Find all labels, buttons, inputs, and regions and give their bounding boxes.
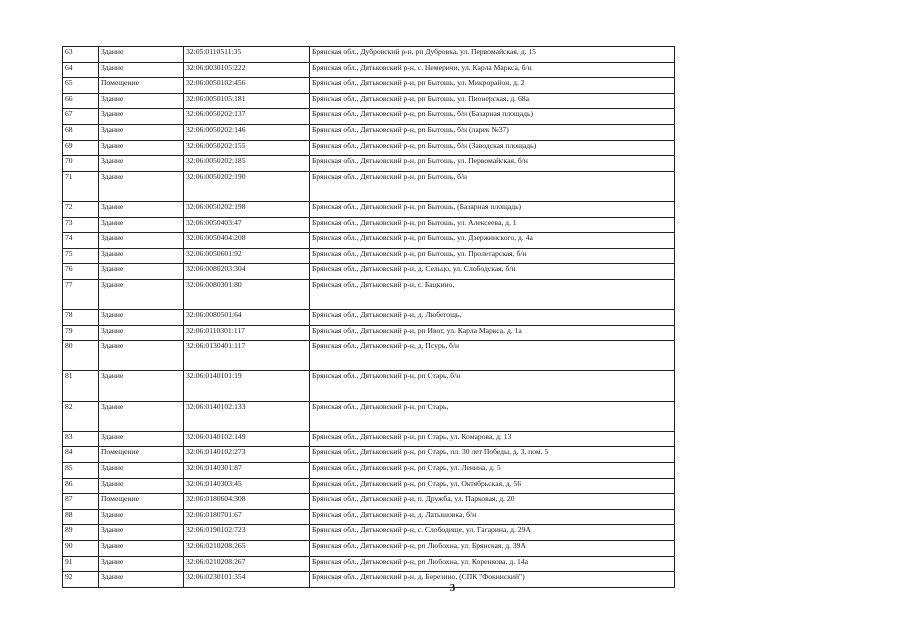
table-row: [63, 264, 675, 280]
row-number-cell: 73: [63, 217, 99, 233]
row-number-cell: 89: [63, 525, 99, 541]
address-cell: Брянская обл., Дятьковский р-н, д. Березино, (СПК "Фокинский"): [310, 572, 675, 588]
cadastral-number-cell: 32:06:0230101:354: [184, 572, 310, 588]
row-number-cell: 88: [63, 509, 99, 525]
object-type-cell: Здание: [99, 371, 184, 401]
object-type-cell: Здание: [99, 279, 184, 309]
object-type-cell: Здание: [99, 171, 184, 201]
table-row: [63, 494, 675, 510]
object-type-cell: Здание: [99, 401, 184, 431]
object-type-cell: Здание: [99, 431, 184, 447]
address-cell: Брянская обл., Дятьковский р-н, рп Бытошь, б/н: [310, 171, 675, 201]
table-row: [63, 341, 675, 371]
cadastral-number-cell: 32:06:0080301:80: [184, 279, 310, 309]
row-number-cell: 90: [63, 541, 99, 557]
address-cell: Брянская обл., Дятьковский р-н, рп Старь, пл. 30 лет Победы, д. 3, пом. 5: [310, 447, 675, 463]
table-row: [63, 478, 675, 494]
address-cell: Брянская обл., Дятьковский р-н, с. Бацкино,: [310, 279, 675, 309]
address-cell: Брянская обл., Дятьковский р-н, рп Бытошь, ул. Микрорайон, д. 2: [310, 78, 675, 94]
address-cell: Брянская обл., Дятьковский р-н, рп Любохна, ул. Коренкова, д. 14а: [310, 556, 675, 572]
cadastral-number-cell: 32:06:0140102:273: [184, 447, 310, 463]
table-row: [63, 47, 675, 63]
cadastral-number-cell: 32:06:0140101:19: [184, 371, 310, 401]
table-row: [63, 431, 675, 447]
address-cell: Брянская обл., Дятьковский р-н, рп Старь, ул. Комарова, д. 13: [310, 431, 675, 447]
row-number-cell: 76: [63, 264, 99, 280]
object-type-cell: Здание: [99, 463, 184, 479]
table-row: [63, 401, 675, 431]
cadastral-number-cell: 32:06:0140102:133: [184, 401, 310, 431]
object-type-cell: Здание: [99, 509, 184, 525]
cadastral-number-cell: 32:06:0050403:47: [184, 217, 310, 233]
object-type-cell: Помещение: [99, 494, 184, 510]
address-cell: Брянская обл., Дятьковский р-н, рп Бытошь, ул. Первомайская, б/н: [310, 156, 675, 172]
row-number-cell: 65: [63, 78, 99, 94]
object-type-cell: Здание: [99, 217, 184, 233]
row-number-cell: 77: [63, 279, 99, 309]
table-row: [63, 248, 675, 264]
object-type-cell: Здание: [99, 325, 184, 341]
row-number-cell: 91: [63, 556, 99, 572]
cadastral-number-cell: 32:06:0180701:67: [184, 509, 310, 525]
address-cell: Брянская обл., Дятьковский р-н, д. Латышовка, б/н: [310, 509, 675, 525]
table-row: [63, 325, 675, 341]
object-type-cell: Здание: [99, 140, 184, 156]
address-cell: Брянская обл., Дятьковский р-н, п. Дружба, ул. Парковая, д. 20: [310, 494, 675, 510]
row-number-cell: 71: [63, 171, 99, 201]
address-cell: Брянская обл., Дятьковский р-н, рп Старь, ул. Октябрьская, д. 56: [310, 478, 675, 494]
object-type-cell: Здание: [99, 47, 184, 63]
address-cell: Брянская обл., Дятьковский р-н, д. Псурь, б/н: [310, 341, 675, 371]
row-number-cell: 63: [63, 47, 99, 63]
object-type-cell: Здание: [99, 556, 184, 572]
object-type-cell: Помещение: [99, 78, 184, 94]
address-cell: Брянская обл., Дятьковский р-н, рп Бытошь, ул. Пролетарская, б/н: [310, 248, 675, 264]
cadastral-number-cell: 32:06:0140301:87: [184, 463, 310, 479]
cadastral-number-cell: 32:06:0110301:117: [184, 325, 310, 341]
object-type-cell: Здание: [99, 541, 184, 557]
cadastral-number-cell: 32:06:0050601:92: [184, 248, 310, 264]
object-type-cell: Здание: [99, 156, 184, 172]
address-cell: Брянская обл., Дятьковский р-н, рп Ивот, ул. Карла Маркса, д. 1а: [310, 325, 675, 341]
object-type-cell: Здание: [99, 478, 184, 494]
address-cell: Брянская обл., Дятьковский р-н, рп Бытошь, (Базарная площадь): [310, 201, 675, 217]
table-row: [63, 541, 675, 557]
cadastral-number-cell: 32:06:0180604:308: [184, 494, 310, 510]
object-type-cell: Здание: [99, 109, 184, 125]
table-row: [63, 217, 675, 233]
row-number-cell: 75: [63, 248, 99, 264]
address-cell: Брянская обл., Дятьковский р-н, с. Слободище, ул. Гагарина, д. 29А: [310, 525, 675, 541]
row-number-cell: 86: [63, 478, 99, 494]
table-row: [63, 171, 675, 201]
address-cell: Брянская обл., Дятьковский р-н, д. Сельцо, ул. Слободская, б/н: [310, 264, 675, 280]
object-type-cell: Здание: [99, 124, 184, 140]
object-type-cell: Здание: [99, 201, 184, 217]
table-row: [63, 233, 675, 249]
cadastral-number-cell: 32:06:0050105:181: [184, 93, 310, 109]
row-number-cell: 80: [63, 341, 99, 371]
cadastral-number-cell: 32:06:0050202:146: [184, 124, 310, 140]
row-number-cell: 84: [63, 447, 99, 463]
address-cell: Брянская обл., Дятьковский р-н, рп Бытошь, б/н (Базарная площадь): [310, 109, 675, 125]
cadastral-number-cell: 32:06:0210208:267: [184, 556, 310, 572]
cadastral-number-cell: 32:06:0050202:137: [184, 109, 310, 125]
object-type-cell: Здание: [99, 264, 184, 280]
table-row: [63, 279, 675, 309]
row-number-cell: 70: [63, 156, 99, 172]
object-type-cell: Здание: [99, 341, 184, 371]
row-number-cell: 92: [63, 572, 99, 588]
address-cell: Брянская обл., Дятьковский р-н, рп Бытошь, б/н (Заводская площадь): [310, 140, 675, 156]
row-number-cell: 72: [63, 201, 99, 217]
object-type-cell: Здание: [99, 310, 184, 326]
page-number: 3: [449, 582, 456, 594]
cadastral-number-cell: 32:06:0140102:149: [184, 431, 310, 447]
address-cell: Брянская обл., Дятьковский р-н, рп Бытошь, ул. Дзержинского, д. 4а: [310, 233, 675, 249]
address-cell: Брянская обл., Дубровский р-н, рп Дубровка, ул. Первомайская, д. 15: [310, 47, 675, 63]
row-number-cell: 81: [63, 371, 99, 401]
table-row: [63, 509, 675, 525]
object-type-cell: Помещение: [99, 447, 184, 463]
table-row: [63, 78, 675, 94]
cadastral-number-cell: 32:06:0050202:190: [184, 171, 310, 201]
registry-table-body: [63, 47, 675, 588]
address-cell: Брянская обл., Дятьковский р-н, рп Любохна, ул. Брянская, д. 39А: [310, 541, 675, 557]
table-row: [63, 62, 675, 78]
address-cell: Брянская обл., Дятьковский р-н, рп Бытошь, б/н (ларек №37): [310, 124, 675, 140]
cadastral-number-cell: 32:06:0080203:304: [184, 264, 310, 280]
table-row: [63, 371, 675, 401]
object-type-cell: Здание: [99, 233, 184, 249]
row-number-cell: 87: [63, 494, 99, 510]
object-type-cell: Здание: [99, 93, 184, 109]
table-row: [63, 201, 675, 217]
object-type-cell: Здание: [99, 62, 184, 78]
cadastral-number-cell: 32:06:0140303:45: [184, 478, 310, 494]
row-number-cell: 66: [63, 93, 99, 109]
cadastral-number-cell: 32:06:0050202:155: [184, 140, 310, 156]
cadastral-number-cell: 32:06:0190102:723: [184, 525, 310, 541]
row-number-cell: 78: [63, 310, 99, 326]
table-row: [63, 109, 675, 125]
address-cell: Брянская обл., Дятьковский р-н, рп Старь, ул. Ленина, д. 5: [310, 463, 675, 479]
cadastral-number-cell: 32:06:0050102:456: [184, 78, 310, 94]
row-number-cell: 82: [63, 401, 99, 431]
table-row: [63, 124, 675, 140]
row-number-cell: 74: [63, 233, 99, 249]
address-cell: Брянская обл., Дятьковский р-н, рп Бытошь, ул. Пионерская, д. 68а: [310, 93, 675, 109]
property-registry-table: [62, 46, 675, 588]
row-number-cell: 83: [63, 431, 99, 447]
row-number-cell: 69: [63, 140, 99, 156]
cadastral-number-cell: 32:06:0080501:64: [184, 310, 310, 326]
cadastral-number-cell: 32:06:0050404:208: [184, 233, 310, 249]
table-row: [63, 556, 675, 572]
address-cell: Брянская обл., Дятьковский р-н, рп Старь, б/н: [310, 371, 675, 401]
cadastral-number-cell: 32:06:0050202:198: [184, 201, 310, 217]
cadastral-number-cell: 32:06:0030105:222: [184, 62, 310, 78]
row-number-cell: 85: [63, 463, 99, 479]
cadastral-number-cell: 32:06:0050202:185: [184, 156, 310, 172]
address-cell: Брянская обл., Дятьковский р-н, рп Бытошь, ул. Алексеева, д. 1: [310, 217, 675, 233]
address-cell: Брянская обл., Дятьковский р-н, рп Старь,: [310, 401, 675, 431]
table-row: [63, 156, 675, 172]
row-number-cell: 67: [63, 109, 99, 125]
object-type-cell: Здание: [99, 248, 184, 264]
row-number-cell: 68: [63, 124, 99, 140]
table-row: [63, 463, 675, 479]
address-cell: Брянская обл., Дятьковский р-н, с. Немеричи, ул. Карла Маркса, б/н: [310, 62, 675, 78]
object-type-cell: Здание: [99, 525, 184, 541]
row-number-cell: 79: [63, 325, 99, 341]
cadastral-number-cell: 32:05:0110511:35: [184, 47, 310, 63]
object-type-cell: Здание: [99, 572, 184, 588]
cadastral-number-cell: 32:06:0130401:117: [184, 341, 310, 371]
table-row: [63, 310, 675, 326]
row-number-cell: 64: [63, 62, 99, 78]
table-row: [63, 525, 675, 541]
address-cell: Брянская обл., Дятьковский р-н, д. Любегощь,: [310, 310, 675, 326]
table-row: [63, 140, 675, 156]
table-row: [63, 93, 675, 109]
table-row: [63, 447, 675, 463]
cadastral-number-cell: 32:06:0210208:265: [184, 541, 310, 557]
